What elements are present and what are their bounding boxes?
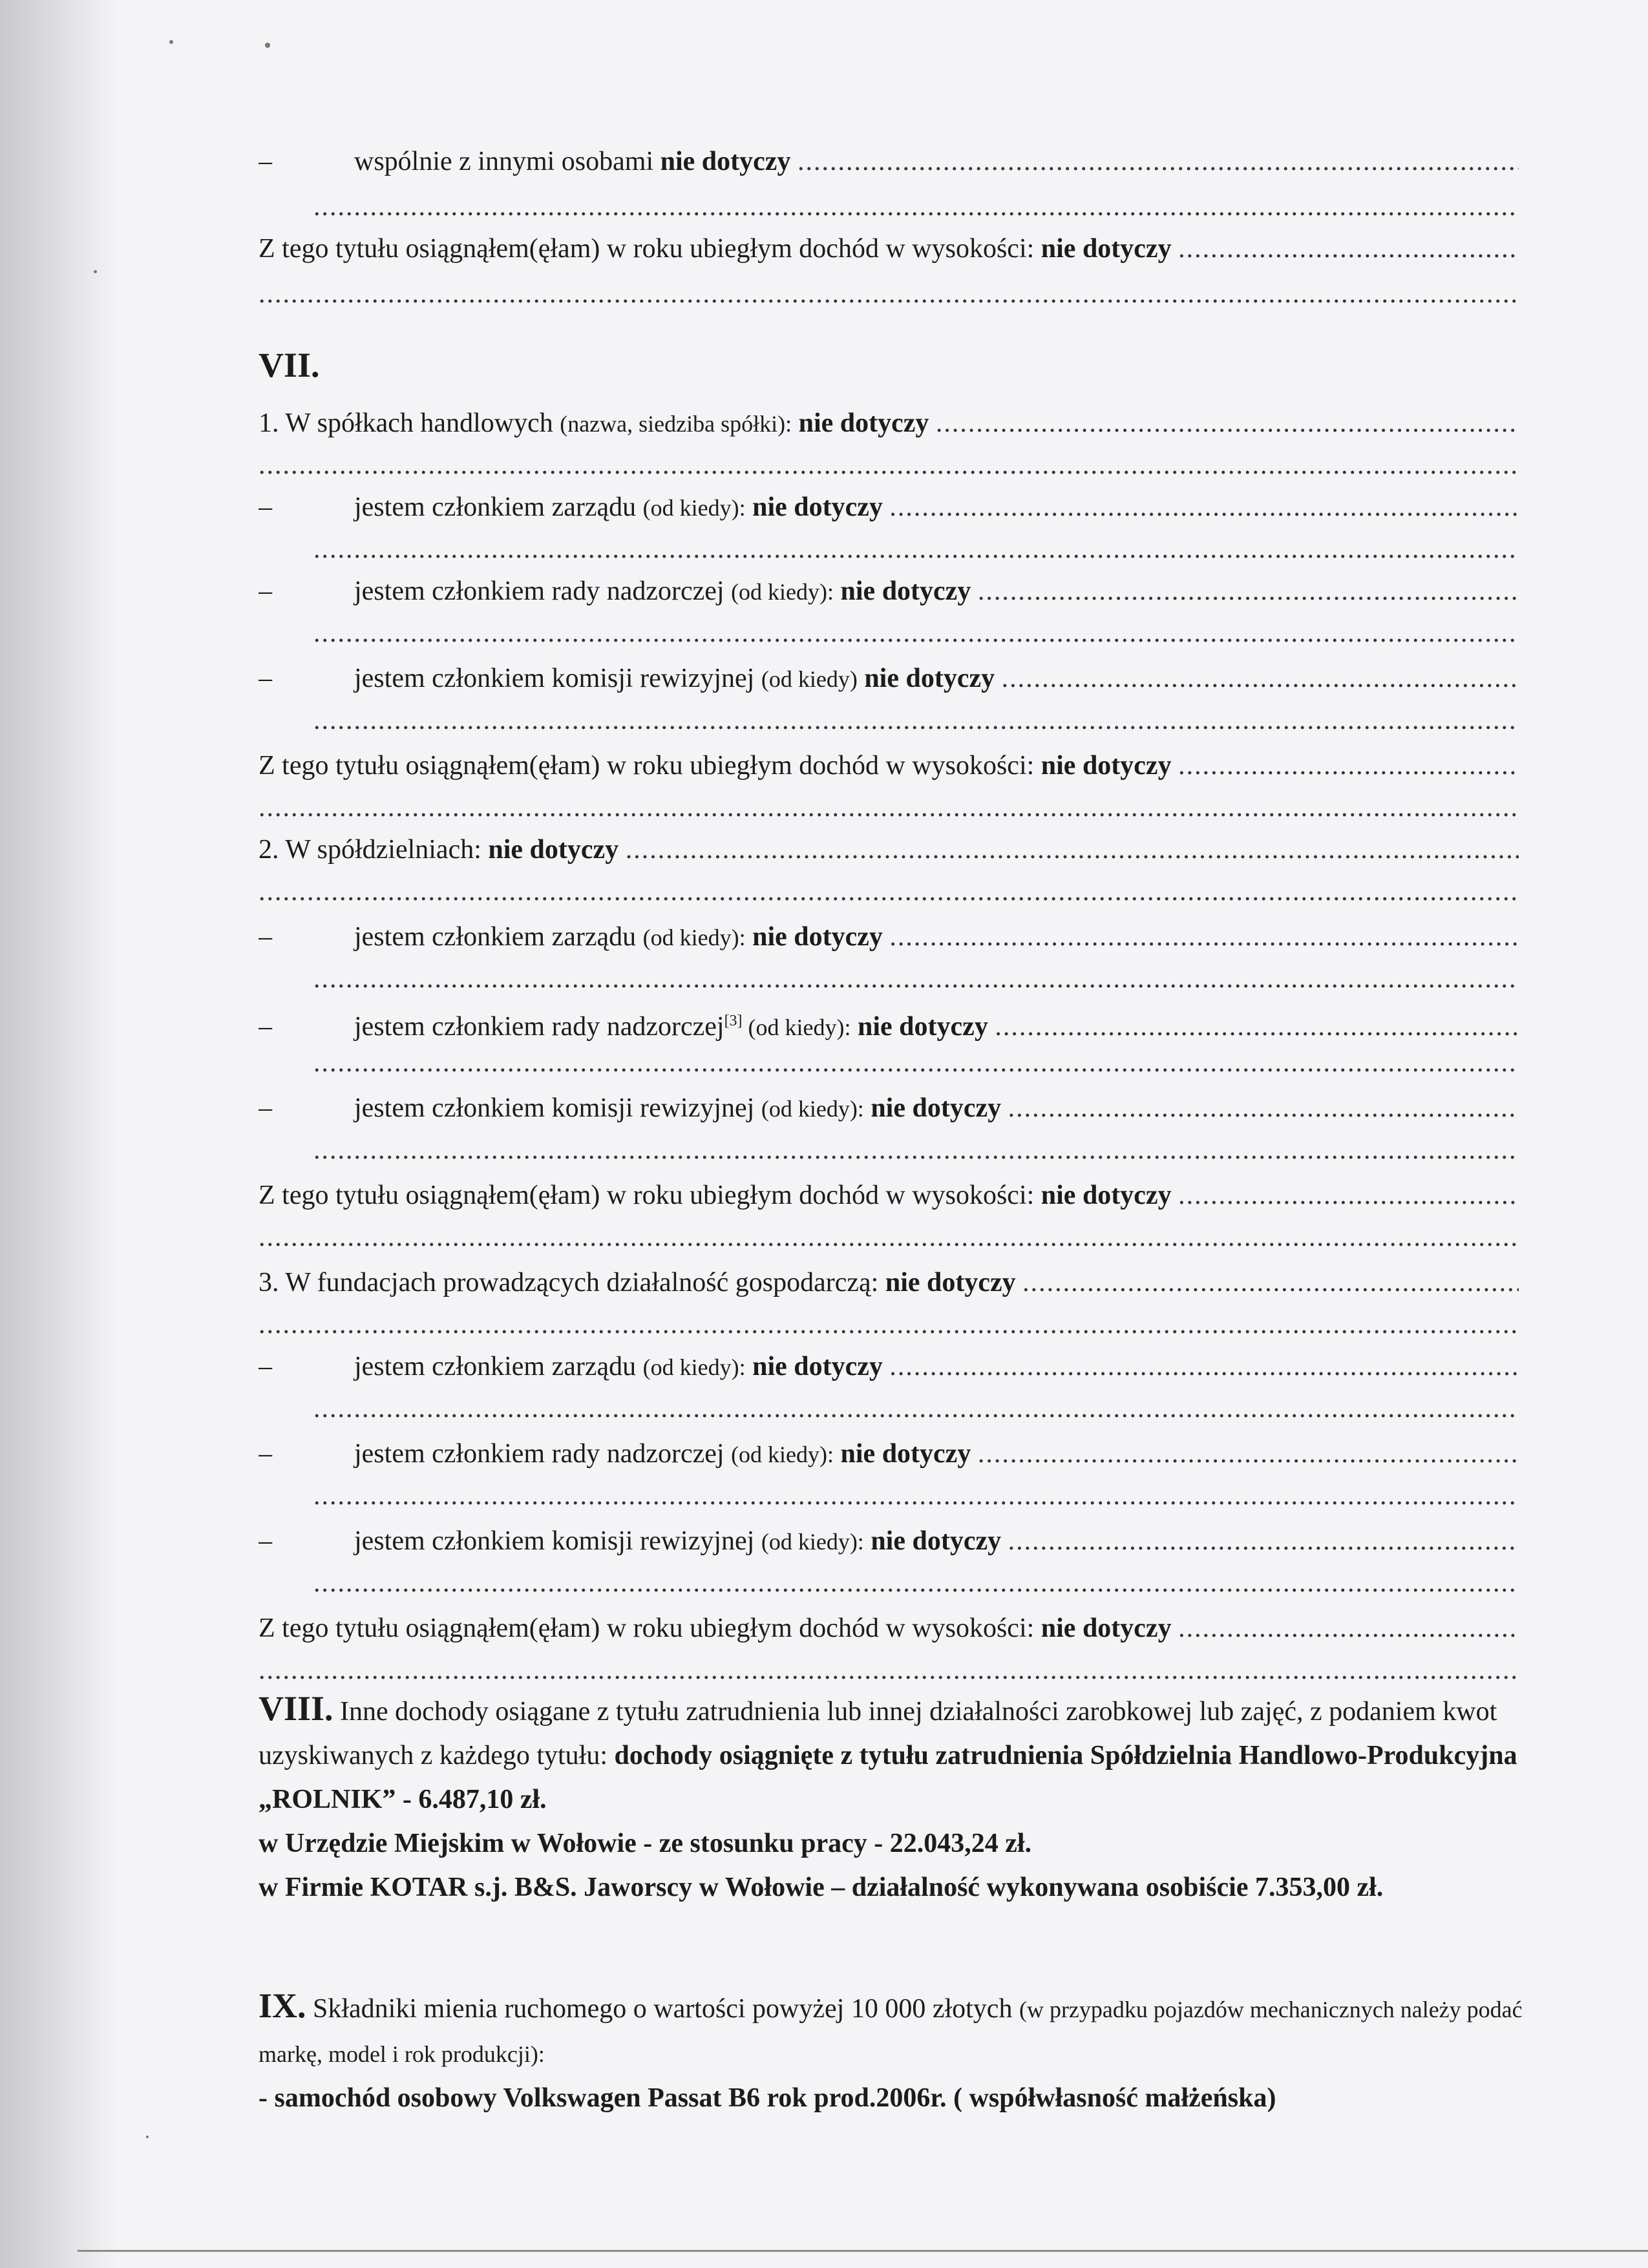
dotted-line bbox=[313, 698, 1519, 743]
row-komisja-rewizyjna: – jestem członkiem komisji rewizyjnej (od kiedy): nie dotyczy ..... bbox=[259, 1518, 1519, 1564]
row-zarzad: – jestem członkiem zarządu (od kiedy): nie dotyczy ..... bbox=[259, 914, 1519, 960]
value-nie-dotyczy: nie dotyczy bbox=[863, 1526, 1002, 1556]
value-nie-dotyczy: nie dotyczy bbox=[834, 1439, 971, 1469]
row-rada-nadzorcza: – jestem członkiem rady nadzorczej[3] (od kiedy): nie dotyczy ..... bbox=[259, 998, 1519, 1044]
row-income: Z tego tytułu osiągnąłem(ęłam) w roku ubiegłym dochód w wysokości: nie dotyczy ..... bbox=[259, 743, 1519, 788]
dotted-line bbox=[313, 956, 1519, 1002]
dotted-line bbox=[259, 1215, 1519, 1260]
row-spoldzielnie: 2. W spółdzielniach: nie dotyczy ..... bbox=[259, 827, 1519, 872]
value-nie-dotyczy: nie dotyczy bbox=[1041, 1181, 1172, 1210]
dotted-line bbox=[313, 1386, 1519, 1431]
section-vii-heading: VII. bbox=[259, 346, 320, 384]
value-nie-dotyczy: nie dotyczy bbox=[1041, 1613, 1172, 1643]
row-zarzad: – jestem członkiem zarządu (od kiedy): nie dotyczy ..... bbox=[259, 1344, 1519, 1389]
income-employment: dochody osiągnięte z tytułu zatrudnienia Spółdzielnia Handlowo-Produkcyjna „ROLNIK” - 6.487,10 zł. bbox=[259, 1741, 1517, 1814]
value-nie-dotyczy: nie dotyczy bbox=[1041, 234, 1172, 264]
value-nie-dotyczy: nie dotyczy bbox=[745, 1352, 883, 1381]
income-kotar: w Firmie KOTAR s.j. B&S. Jaworscy w Wołowie – działalność wykonywana osobiście 7.353,00 zł. bbox=[259, 1873, 1384, 1902]
section-viii-heading: VIII. bbox=[259, 1689, 333, 1728]
dotted-line bbox=[313, 611, 1519, 656]
movable-property-car: - samochód osobowy Volkswagen Passat B6 rok prod.2006r. ( współwłasność małżeńska) bbox=[259, 2083, 1276, 2113]
dotted-line bbox=[259, 271, 1519, 317]
row-income: Z tego tytułu osiągnąłem(ęłam) w roku ubiegłym dochód w wysokości: nie dotyczy ..... bbox=[259, 1606, 1519, 1651]
value-nie-dotyczy: nie dotyczy bbox=[1041, 751, 1172, 781]
dotted-line bbox=[259, 1302, 1519, 1347]
dotted-line bbox=[313, 1040, 1519, 1086]
value-nie-dotyczy: nie dotyczy bbox=[488, 835, 619, 865]
value-nie-dotyczy: nie dotyczy bbox=[745, 492, 883, 522]
row-zarzad: – jestem członkiem zarządu (od kiedy): nie dotyczy ..... bbox=[259, 485, 1519, 530]
row-komisja-rewizyjna: – jestem członkiem komisji rewizyjnej (od kiedy) nie dotyczy ..... bbox=[259, 656, 1519, 701]
value-nie-dotyczy: nie dotyczy bbox=[660, 147, 791, 176]
dotted-line bbox=[313, 1560, 1519, 1606]
value-nie-dotyczy: nie dotyczy bbox=[834, 576, 971, 606]
dash: – bbox=[259, 147, 272, 176]
section-viii: VIII. Inne dochody osiągane z tytułu zatrudnienia lub innej działalności zarobkowej lub zajęć, z podaniem kwot uzyskiwanych z każdego tytułu: dochody osiągnięte z tytułu zatrudnienia Spółdzielnia Handlowo-Produkcyjna „ROLNIK” - 6.487,10 zł. w Urzędzie Miejskim w Wołowie - ze stosunku pracy - 22.043,24 zł. w Firmie KOTAR s.j. B&S. Jaworscy w Wołowie – działalność wykonywana osobiście 7.353,00 zł. bbox=[259, 1689, 1517, 1902]
value-nie-dotyczy: nie dotyczy bbox=[792, 408, 929, 438]
footnote-ref: [3] bbox=[724, 1013, 743, 1029]
value-nie-dotyczy: nie dotyczy bbox=[885, 1268, 1016, 1297]
dotted-line bbox=[259, 785, 1519, 830]
dotted-line bbox=[259, 869, 1519, 914]
row-wspolnie: – wspólnie z innymi osobami nie dotyczy ..... bbox=[259, 139, 1519, 184]
section-ix: IX. Składniki mienia ruchomego o wartości powyżej 10 000 złotych (w przypadku pojazdów mechanicznych należy podać markę, model i rok produkcji): - samochód osobowy Volkswagen Passat B6 rok prod.2006r. ( współwłasność małżeńska) bbox=[259, 1986, 1523, 2113]
dotted-line bbox=[313, 527, 1519, 572]
dotted-line bbox=[313, 1128, 1519, 1173]
income-city-office: w Urzędzie Miejskim w Wołowie - ze stosunku pracy - 22.043,24 zł. bbox=[259, 1829, 1032, 1858]
row-rada-nadzorcza: – jestem członkiem rady nadzorczej (od kiedy): nie dotyczy ..... bbox=[259, 569, 1519, 614]
row-income: Z tego tytułu osiągnąłem(ęłam) w roku ubiegłym dochód w wysokości: nie dotyczy ..... bbox=[259, 1173, 1519, 1218]
dotted-line bbox=[259, 443, 1519, 488]
row-fundacje: 3. W fundacjach prowadzących działalność gospodarczą: nie dotyczy ..... bbox=[259, 1260, 1519, 1305]
row-income: Z tego tytułu osiągnąłem(ęłam) w roku ubiegłym dochód w wysokości: nie dotyczy ..... bbox=[259, 226, 1519, 271]
value-nie-dotyczy: nie dotyczy bbox=[863, 1093, 1002, 1123]
row-spolki-handlowe: 1. W spółkach handlowych (nazwa, siedziba spółki): nie dotyczy ..... bbox=[259, 401, 1519, 446]
dotted-line bbox=[313, 184, 1519, 229]
value-nie-dotyczy: nie dotyczy bbox=[850, 1012, 988, 1042]
value-nie-dotyczy: nie dotyczy bbox=[857, 664, 995, 693]
row-komisja-rewizyjna: – jestem członkiem komisji rewizyjnej (od kiedy): nie dotyczy ..... bbox=[259, 1086, 1519, 1131]
scan-bottom-edge bbox=[78, 2250, 1648, 2252]
dotted-line bbox=[313, 1473, 1519, 1518]
section-ix-heading: IX. bbox=[259, 1986, 306, 2025]
row-rada-nadzorcza: – jestem członkiem rady nadzorczej (od kiedy): nie dotyczy ..... bbox=[259, 1431, 1519, 1476]
value-nie-dotyczy: nie dotyczy bbox=[745, 922, 883, 952]
